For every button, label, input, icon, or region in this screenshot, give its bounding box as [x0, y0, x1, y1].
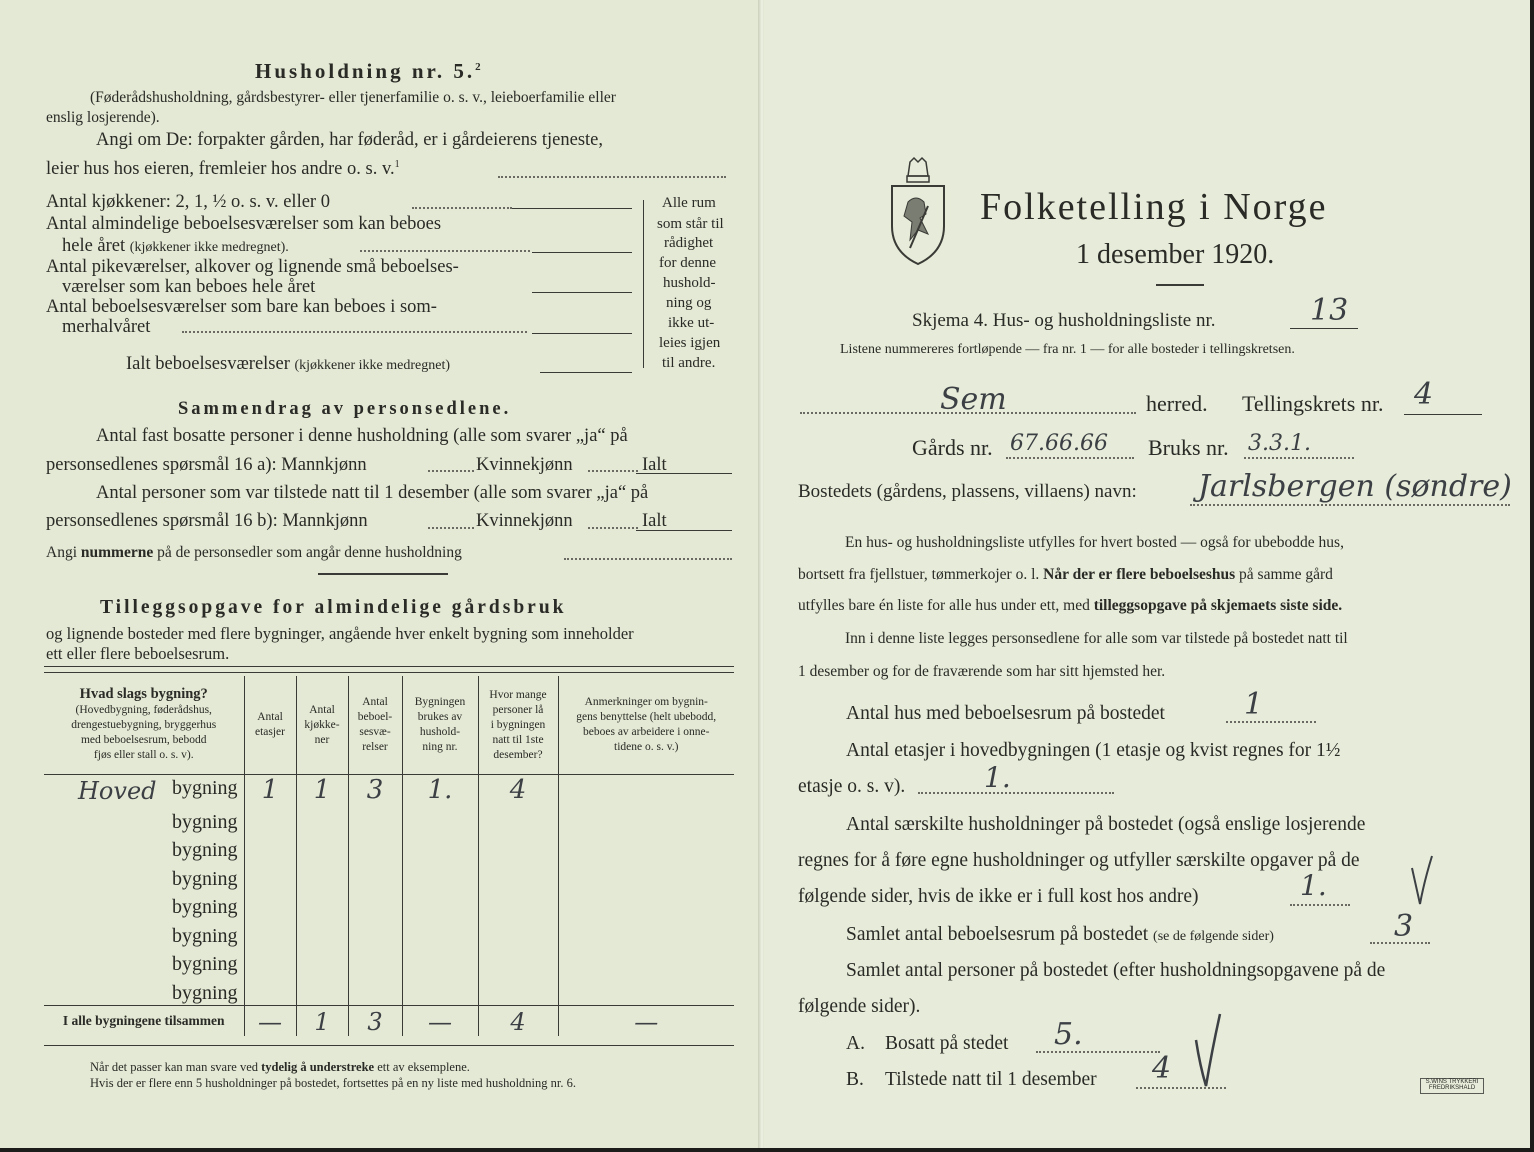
- female-label-1: Kvinnekjønn: [476, 455, 573, 475]
- header-household-no: Bygningen brukes av hushold- ning nr.: [402, 676, 478, 775]
- krets-label: Tellingskrets nr.: [1242, 391, 1384, 416]
- present-value: 4: [1152, 1051, 1172, 1086]
- table-row: [44, 919, 734, 948]
- kitchens-answer: [512, 208, 632, 209]
- total-rooms-label: Ialt beboelsesværelser (kjøkkener ikke medregnet): [126, 354, 450, 374]
- buildings-table: [44, 676, 734, 1036]
- total-floors: —: [244, 1005, 296, 1036]
- header-floors: Antal etasjer: [244, 676, 296, 775]
- angi-answer-line: [498, 176, 726, 178]
- total-rooms-answer: [540, 372, 632, 373]
- summer-rooms-answer: [532, 333, 632, 334]
- header-rooms: Antal beboel- sesvæ- relser: [348, 676, 402, 775]
- total-remarks: —: [558, 1005, 734, 1036]
- table-row: [44, 976, 734, 1005]
- total-rooms: 3: [348, 1005, 402, 1036]
- intro-line-2: enslig losjerende).: [46, 109, 160, 126]
- rooms-cell: 3: [348, 775, 402, 806]
- total-answer-2: [636, 530, 732, 531]
- present-label: Tilstede natt til 1 desember: [885, 1069, 1097, 1090]
- check-mark-icon: [1190, 1010, 1230, 1090]
- angi-line-2: leier hus hos eieren, fremleier hos andre o. s. v.$^1$: [46, 159, 400, 180]
- para1-line-2: bortsett fra fjellstuer, tømmerkojer o. l. Når der er flere beboelseshus på samme gård: [798, 566, 1333, 583]
- numbers-answer: [564, 558, 732, 560]
- building-type-cell: bygning: [171, 953, 238, 975]
- angi-line-1: Angi om De: forpakter gården, har føderåd, er i gårdeierens tjeneste,: [96, 130, 603, 150]
- intro-line-1: (Føderådshusholdning, gårdsbestyrer- eller tjenerfamilie o. s. v., leieboerfamilie eller: [90, 89, 616, 106]
- male-answer-2: [428, 527, 474, 529]
- total-persons: 4: [478, 1005, 558, 1036]
- herred-line: [800, 412, 1136, 414]
- table-row: [44, 891, 734, 920]
- table-row: [44, 805, 734, 834]
- header-persons: Hvor mange personer lå i bygningen natt til 1ste desember?: [478, 676, 558, 775]
- summer-rooms-dots: [182, 331, 527, 333]
- table-row: [44, 775, 734, 806]
- households-line: [1290, 904, 1350, 906]
- total-label-cell: I alle bygningene tilsammen: [44, 1005, 244, 1036]
- total-rooms-right-line: [1370, 942, 1430, 944]
- table-row: [44, 862, 734, 891]
- left-page: Husholdning nr. 5.$^2$ (Føderådshusholdning, gårdsbestyrer- eller tjenerfamilie o. s. v., leieboerfamilie eller enslig losjerende). Angi om De: forpakter gården, har føderåd, er i gårdeierens tjeneste, leier hus hos eieren, fremleier hos andre o. s. v.$^1$ Antal kjøkkener: 2, 1, ½ o. s. v. eller 0 Antal almindelige beboelsesværelser som kan beboes hele året (kjøkkener ikke medregnet). Antal pikeværelser, alkover og lignende små beboelses- værelser som kan beboes hele året Antal beboelsesværelser som bare kan beboes i som- merhalvåret Alle rum som står til rådighet for denne hushold- ning og ikke ut- leies igjen til andre. Ialt beboelsesværelser (kjøkkener ikke medregnet) Sammendrag av personsedlene. Antal fast bosatte personer i denne husholdning (alle som svarer „ja“ på personsedlenes spørsmål 16 a): Mannkjønn Kvinnekjønn Ialt Antal personer som var tilstede natt til 1 desember (alle som svarer „ja“ på personsedlenes spørsmål 16 b): Mannkjønn Kvinnekjønn Ialt Angi nummerne på de personsedler som angår denne husholdning Tilleggsopgave for almindelige gårdsbruk og lignende bosteder med flere bygninger, angående hver enkelt bygning som inneholder ett eller flere beboelsesrum. Hvad slags bygning? (Hovedbygning, føderådshus, drengestuebygning, bryggerhus med beboelsesrum, bebodd fjøs eller stall o. s. v). Antal etasjer Antal kjøkke- ner Antal beboel- sesvæ- relser Bygningen brukes av hushold- ning nr. Hvor mange personer lå i bygningen natt til 1ste desember? Anmerkninger om bygnin- gens benyttelse (helt ubebodd, beboes av arbeidere i onne- tidene o. s. v.) Hoved bygning 1 1 3 1. 4 bygning bygning bygning bygning bygning bygning bygning I alle bygningene tilsammen — 1 3 — 4 — Når det passer kan man svare ved tydelig å understreke ett av eksemplene. Hvis der er flere enn 5 husholdninger på bostedet, fortsettes på en ny liste med husholdning nr. 6.: [0, 0, 760, 1148]
- gards-label: Gårds nr.: [912, 435, 993, 460]
- male-answer-1: [428, 470, 474, 472]
- total-answer-1: [636, 473, 732, 474]
- gards-line: [1006, 457, 1134, 459]
- total-rooms-right-label: Samlet antal beboelsesrum på bostedet (se de følgende sider): [846, 924, 1274, 945]
- table-row: [44, 834, 734, 863]
- krets-line: [1404, 414, 1482, 415]
- para2-line-1: Inn i denne liste legges personsedlene for alle som var tilstede på bostedet natt til: [845, 630, 1348, 647]
- summary-line-2: personsedlenes spørsmål 16 a): Mannkjønn: [46, 455, 367, 475]
- herred-value: Sem: [940, 382, 1007, 417]
- resident-letter: A.: [846, 1033, 865, 1054]
- total-persons-line-2: følgende sider).: [798, 996, 921, 1017]
- para2-line-2: 1 desember og for de fraværende som har sitt hjemsted her.: [798, 663, 1166, 680]
- resident-value: 5.: [1054, 1017, 1083, 1052]
- households-line-2: regnes for å føre egne husholdninger og utfyller særskilte opgaver på de: [798, 850, 1360, 871]
- list-number-value: 13: [1310, 293, 1349, 328]
- total-label-1: Ialt: [642, 455, 667, 475]
- title-divider: [1156, 284, 1204, 286]
- rooms-answer: [532, 252, 632, 253]
- resident-label: Bosatt på stedet: [885, 1033, 1009, 1054]
- present-letter: B.: [846, 1069, 864, 1090]
- bruks-value: 3.3.1.: [1248, 431, 1311, 456]
- building-type-cell: bygning: [171, 839, 238, 861]
- floors-line-1: Antal etasjer i hovedbygningen (1 etasje og kvist regnes for 1½: [846, 740, 1341, 761]
- households-line-3: følgende sider, hvis de ikke er i full kost hos andre): [798, 886, 1199, 907]
- table-top-rule-1: [44, 666, 734, 667]
- rooms-bracket: [643, 200, 644, 368]
- summary-line-4: personsedlenes spørsmål 16 b): Mannkjønn: [46, 511, 368, 531]
- households-line-1: Antal særskilte husholdninger på bostedet (også enslige losjerende: [846, 814, 1366, 835]
- total-label-2: Ialt: [642, 511, 667, 531]
- header-building-type: Hvad slags bygning? (Hovedbygning, føderådshus, drengestuebygning, bryggerhus med beboelsesrum, bebodd fjøs eller stall o. s. v).: [44, 676, 244, 775]
- female-answer-1: [588, 470, 638, 472]
- household-cell: 1.: [402, 775, 478, 806]
- form-date: 1 desember 1920.: [1076, 239, 1275, 270]
- floors-value: 1.: [984, 761, 1011, 794]
- households-value: 1.: [1300, 869, 1327, 902]
- footnote-1: Når det passer kan man svare ved tydelig å understreke ett av eksemplene.: [90, 1060, 470, 1074]
- kitchens-dots: [412, 207, 512, 209]
- footnote-2: Hvis der er flere enn 5 husholdninger på bostedet, fortsettes på en ny liste med husholdning nr. 6.: [90, 1076, 577, 1090]
- total-persons-line-1: Samlet antal personer på bostedet (efter husholdningsopgavene på de: [846, 960, 1386, 981]
- form-title: Folketelling i Norge: [980, 186, 1328, 228]
- numbering-note: Listene nummereres fortløpende — fra nr. 1 — for alle bosteder i tellingskretsen.: [840, 342, 1295, 357]
- resident-line: [1036, 1051, 1160, 1053]
- houses-line: [1226, 721, 1316, 723]
- houses-value: 1: [1244, 687, 1264, 722]
- floors-line: [918, 792, 1114, 794]
- section-divider: [318, 573, 448, 575]
- rooms-line-1: Antal almindelige beboelsesværelser som kan beboes: [46, 214, 442, 234]
- krets-value: 4: [1414, 377, 1434, 412]
- numbers-line: Angi nummerne på de personsedler som angår denne husholdning: [46, 544, 462, 561]
- summary-line-3: Antal personer som var tilstede natt til 1 desember (alle som svarer „ja“ på: [96, 483, 649, 503]
- check-mark-icon: [1408, 852, 1438, 912]
- summer-rooms-line-2: merhalvåret: [62, 317, 151, 337]
- floors-line-2: etasje o. s. v).: [798, 776, 906, 797]
- building-type-cell: bygning: [171, 810, 238, 833]
- bostedets-label: Bostedets (gårdens, plassens, villaens) navn:: [798, 481, 1137, 502]
- summary-title: Sammendrag av personsedlene.: [178, 399, 512, 419]
- floors-cell: 1: [244, 775, 296, 806]
- header-kitchens: Antal kjøkke- ner: [296, 676, 348, 775]
- bruks-line: [1244, 457, 1354, 459]
- summer-rooms-line-1: Antal beboelsesværelser som bare kan beboes i som-: [46, 297, 437, 317]
- summary-line-1: Antal fast bosatte personer i denne husholdning (alle som svarer „ja“ på: [96, 426, 628, 446]
- female-answer-2: [588, 527, 638, 529]
- building-type-cell: bygning: [171, 896, 238, 918]
- list-number-line: [1290, 328, 1358, 329]
- supplement-title: Tilleggsopgave for almindelige gårdsbruk: [100, 597, 567, 618]
- table-total-row: [44, 1005, 734, 1036]
- building-type-cell: bygning: [171, 981, 238, 1004]
- table-top-rule-2: [44, 672, 734, 673]
- total-household: —: [402, 1005, 478, 1036]
- bruks-label: Bruks nr.: [1148, 435, 1229, 460]
- para1-line-1: En hus- og husholdningsliste utfylles for hvert bosted — også for ubebodde hus,: [845, 534, 1344, 551]
- table-header-row: [44, 676, 734, 775]
- kitchens-cell: 1: [296, 775, 348, 806]
- supplement-line-2: ett eller flere beboelsesrum.: [46, 644, 230, 663]
- supplement-line-1: og lignende bosteder med flere bygninger, angående hver enkelt bygning som inneholder: [46, 624, 634, 643]
- persons-cell: 4: [478, 775, 558, 806]
- table-bottom-rule: [44, 1045, 734, 1046]
- gards-value: 67.66.66: [1010, 431, 1108, 456]
- printer-stamp: S.WINS TRYKKERI FREDRIKSHALD: [1420, 1078, 1484, 1094]
- building-type-cell: bygning: [171, 867, 238, 890]
- bostedets-line: [1190, 504, 1510, 506]
- total-rooms-right-value: 3: [1394, 909, 1414, 944]
- rooms-dots: [360, 250, 530, 252]
- herred-label: herred.: [1146, 391, 1208, 416]
- bostedets-value: Jarlsbergen (søndre): [1198, 469, 1512, 504]
- coat-of-arms-icon: [888, 156, 948, 268]
- maid-rooms-answer: [532, 292, 632, 293]
- building-type-cell: bygning: [171, 924, 238, 947]
- rooms-line-2: hele året (kjøkkener ikke medregnet).: [62, 236, 289, 256]
- para1-line-3: utfylles bare én liste for alle hus under ett, med tilleggsopgave på skjemaets siste side.: [798, 597, 1343, 614]
- houses-label: Antal hus med beboelsesrum på bostedet: [846, 703, 1165, 724]
- header-remarks: Anmerkninger om bygnin- gens benyttelse (helt ubebodd, beboes av arbeidere i onne- tidene o. s. v.): [558, 676, 734, 775]
- remarks-cell: [558, 775, 734, 806]
- building-type-cell: Hoved bygning: [78, 777, 238, 805]
- table-row: [44, 948, 734, 977]
- female-label-2: Kvinnekjønn: [476, 511, 573, 531]
- household-title: Husholdning nr. 5.$^2$: [255, 59, 484, 83]
- skjema-label: Skjema 4. Hus- og husholdningsliste nr.: [912, 310, 1216, 331]
- maid-rooms-line-2: værelser som kan beboes hele året: [62, 277, 316, 297]
- total-kitchens: 1: [296, 1005, 348, 1036]
- kitchens-label: Antal kjøkkener: 2, 1, ½ o. s. v. eller 0: [46, 192, 330, 212]
- maid-rooms-line-1: Antal pikeværelser, alkover og lignende små beboelses-: [46, 257, 459, 277]
